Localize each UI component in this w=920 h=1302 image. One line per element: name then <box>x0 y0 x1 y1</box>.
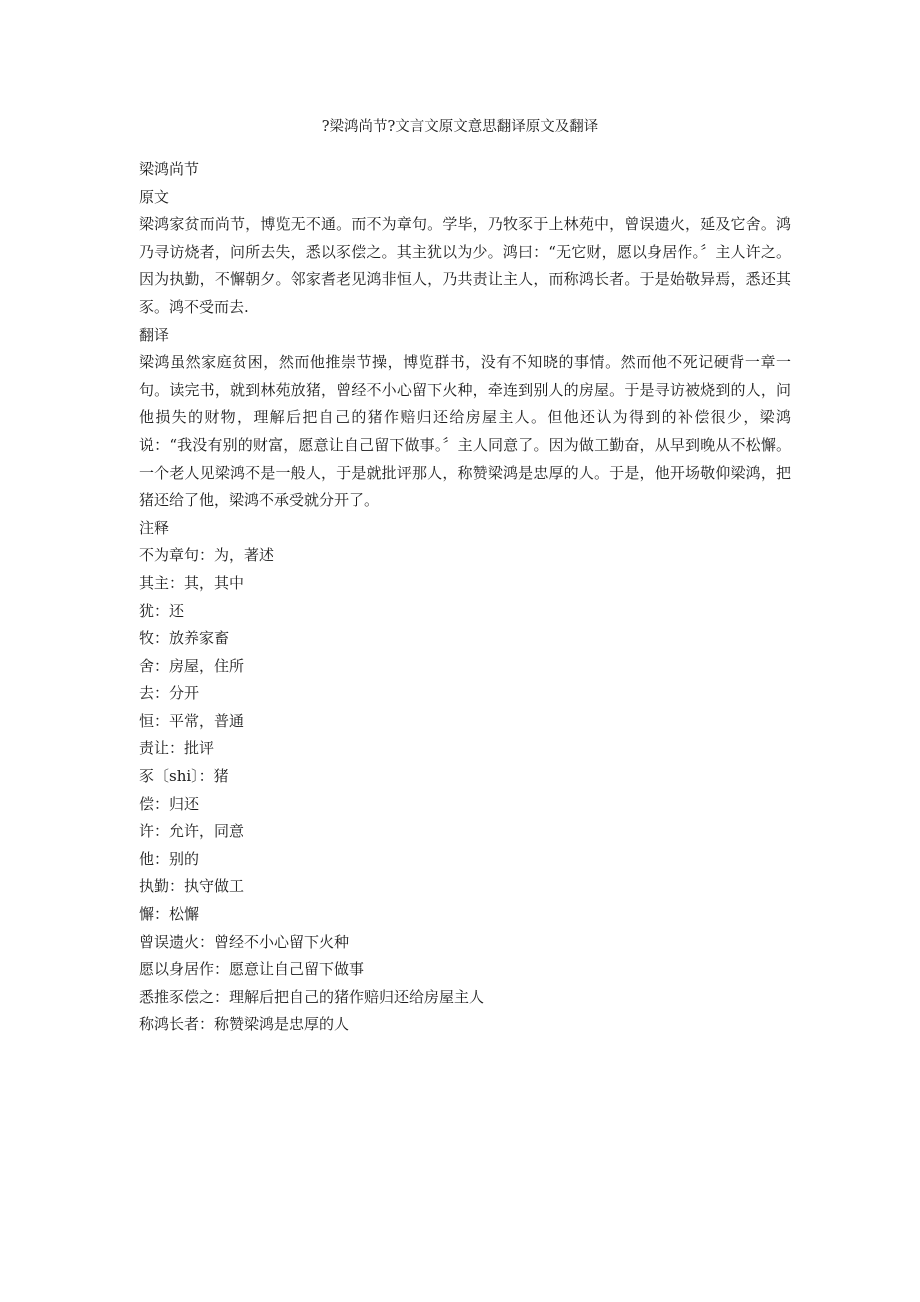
note-item: 愿以身居作：愿意让自己留下做事 <box>139 960 365 979</box>
note-item: 责让：批评 <box>139 739 215 758</box>
notes-heading: 注释 <box>139 518 170 537</box>
note-item: 豕〔shi〕：猪 <box>139 767 229 786</box>
document-body <box>139 156 799 1039</box>
note-item: 许：允许，同意 <box>139 822 245 841</box>
note-item: 他：别的 <box>139 849 200 868</box>
note-item: 犹：还 <box>139 601 185 620</box>
note-item: 懈：松懈 <box>139 905 200 924</box>
document-title: ?梁鸿尚节?文言文原文意思翻译原文及翻译 <box>321 119 599 135</box>
note-item: 称鸿长者：称赞梁鸿是忠厚的人 <box>139 1015 350 1034</box>
note-item: 偿：归还 <box>139 794 200 813</box>
original-text: 梁鸿家贫而尚节，博览无不通。而不为章句。学毕，乃牧豕于上林苑中，曾误遗火，延及它舍。鸿乃寻访烧者，问所去失，悉以豕偿之。其主犹以为少。鸿曰：“无它财，愿以身居作。〞主人许之。因为执勤，不懈朝夕。邻家耆老见鸿非恒人，乃共责让主人，而称鸿长者。于是始敬异焉，悉还其豕。鸿不受而去. <box>139 215 791 316</box>
note-item: 牧：放养家畜 <box>139 629 230 648</box>
note-item: 舍：房屋，住所 <box>139 656 245 675</box>
note-item: 其主：其，其中 <box>139 573 245 592</box>
note-item: 执勤：执守做工 <box>139 877 245 896</box>
note-item: 曾误遗火：曾经不小心留下火种 <box>139 932 350 951</box>
notes-list <box>139 542 799 1039</box>
note-item: 恒：平常，普通 <box>139 711 245 730</box>
note-item: 不为章句：为，著述 <box>139 546 275 565</box>
note-item: 悉推豕偿之：理解后把自己的猪作赔归还给房屋主人 <box>139 987 485 1006</box>
article-title: 梁鸿尚节 <box>139 160 200 178</box>
translation-heading: 翻译 <box>139 325 170 344</box>
original-heading: 原文 <box>139 187 170 206</box>
note-item: 去：分开 <box>139 684 200 703</box>
translation-text: 梁鸿虽然家庭贫困，然而他推崇节操，博览群书，没有不知晓的事情。然而他不死记硬背一章一句。读完书，就到林苑放猪，曾经不小心留下火种，牵连到别人的房屋。于是寻访被烧到的人，问他损失的财物，理解后把自己的猪作赔归还给房屋主人。但他还认为得到的补偿很少，梁鸿说：“我没有别的财富，愿意让自己留下做事。〞主人同意了。因为做工勤奋，从早到晚从不松懈。一个老人见梁鸿不是一般人，于是就批评那人，称赞梁鸿是忠厚的人。于是，他开场敬仰梁鸿，把猪还给了他，梁鸿不承受就分开了。 <box>139 353 791 510</box>
